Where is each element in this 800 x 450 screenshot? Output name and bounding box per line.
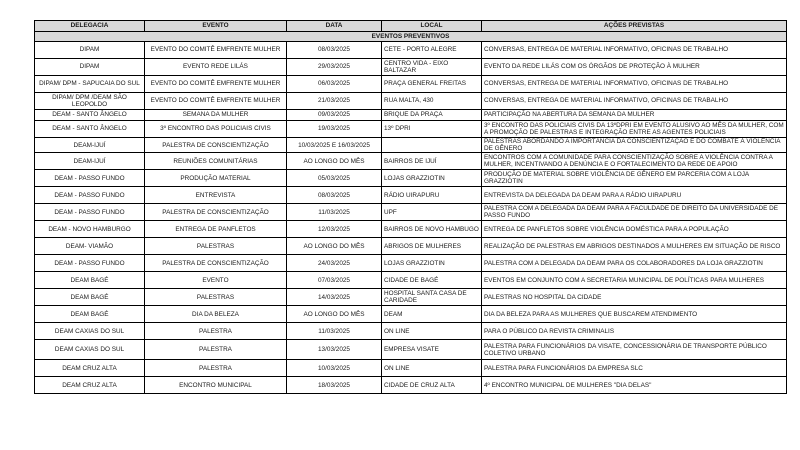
cell-delegacia[interactable]: DEAM - PASSO FUNDO <box>35 170 145 187</box>
cell-delegacia[interactable]: DEAM-IJUÍ <box>35 138 145 153</box>
cell-local[interactable]: ON LINE <box>382 360 482 377</box>
cell-acoes[interactable]: DIA DA BELEZA PARA AS MULHERES QUE BUSCAREM ATENDIMENTO <box>482 306 787 323</box>
cell-data[interactable]: 18/03/2025 <box>287 377 382 394</box>
cell-delegacia[interactable]: DEAM - SANTO ÂNGELO <box>35 121 145 138</box>
cell-delegacia[interactable]: DEAM CAXIAS DO SUL <box>35 323 145 340</box>
cell-data[interactable]: 06/03/2025 <box>287 76 382 93</box>
cell-acoes[interactable]: CONVERSAS, ENTREGA DE MATERIAL INFORMATIVO, OFICINAS DE TRABALHO <box>482 76 787 93</box>
cell-delegacia[interactable]: DEAM BAGÉ <box>35 272 145 289</box>
cell-evento[interactable]: PRODUÇÃO MATERIAL <box>145 170 287 187</box>
cell-local[interactable]: HOSPITAL SANTA CASA DE CARIDADE <box>382 289 482 306</box>
cell-data[interactable]: 09/03/2025 <box>287 110 382 121</box>
cell-evento[interactable]: 3º ENCONTRO DAS POLICIAIS CIVIS <box>145 121 287 138</box>
cell-data[interactable]: 08/03/2025 <box>287 187 382 204</box>
cell-data[interactable]: 21/03/2025 <box>287 93 382 110</box>
cell-delegacia[interactable]: DEAM CRUZ ALTA <box>35 360 145 377</box>
cell-acoes[interactable]: EVENTOS EM CONJUNTO COM A SECRETARIA MUNICIPAL DE POLÍTICAS PARA MULHERES <box>482 272 787 289</box>
cell-evento[interactable]: PALESTRA DE CONSCIENTIZAÇÃO <box>145 204 287 221</box>
cell-local[interactable] <box>382 138 482 153</box>
header-local[interactable]: LOCAL <box>382 21 482 32</box>
cell-data[interactable]: 14/03/2025 <box>287 289 382 306</box>
events-table <box>34 20 787 394</box>
cell-local[interactable]: ON LINE <box>382 323 482 340</box>
header-row <box>35 21 787 32</box>
cell-acoes[interactable]: 4º ENCONTRO MUNICIPAL DE MULHERES "DIA DELAS" <box>482 377 787 394</box>
cell-delegacia[interactable]: DEAM - PASSO FUNDO <box>35 204 145 221</box>
cell-acoes[interactable]: REALIZAÇÃO DE PALESTRAS EM ABRIGOS DESTINADOS A MULHERES EM SITUAÇÃO DE RISCO <box>482 238 787 255</box>
cell-evento[interactable]: PALESTRAS <box>145 289 287 306</box>
cell-data[interactable]: AO LONGO DO MÊS <box>287 153 382 170</box>
cell-acoes[interactable]: ENTREGA DE PANFLETOS SOBRE VIOLÊNCIA DOMÉSTICA PARA A POPULAÇÃO <box>482 221 787 238</box>
table-row <box>35 121 787 138</box>
cell-acoes[interactable]: CONVERSAS, ENTREGA DE MATERIAL INFORMATIVO, OFICINAS DE TRABALHO <box>482 42 787 59</box>
cell-delegacia[interactable]: DEAM CRUZ ALTA <box>35 377 145 394</box>
table-row <box>35 153 787 170</box>
cell-data[interactable]: 11/03/2025 <box>287 204 382 221</box>
cell-evento[interactable]: PALESTRA <box>145 360 287 377</box>
cell-data[interactable]: 07/03/2025 <box>287 272 382 289</box>
cell-local[interactable]: UPF <box>382 204 482 221</box>
cell-local[interactable]: BAIRROS DE IJUÍ <box>382 153 482 170</box>
cell-data[interactable]: AO LONGO DO MÊS <box>287 306 382 323</box>
table-row <box>35 170 787 187</box>
table-row <box>35 377 787 394</box>
cell-delegacia[interactable]: DIPAM/ DPM - SAPUCAIA DO SUL <box>35 76 145 93</box>
cell-evento[interactable]: SEMANA DA MULHER <box>145 110 287 121</box>
cell-acoes[interactable]: PALESTRA COM A DELEGADA DA DEAM PARA A FACULDADE DE DIREITO DA UNIVERSIDADE DE PASSO FUNDO <box>482 204 787 221</box>
table-row <box>35 340 787 360</box>
cell-local[interactable]: LOJAS GRAZZIOTIN <box>382 255 482 272</box>
header-acoes[interactable]: AÇÕES PREVISTAS <box>482 21 787 32</box>
cell-evento[interactable]: EVENTO REDE LILÁS <box>145 59 287 76</box>
table-row <box>35 138 787 153</box>
cell-delegacia[interactable]: DEAM CAXIAS DO SUL <box>35 340 145 360</box>
cell-acoes[interactable]: EVENTO DA REDE LILÁS COM OS ÓRGÃOS DE PROTEÇÃO À MULHER <box>482 59 787 76</box>
cell-data[interactable]: 10/03/2025 <box>287 360 382 377</box>
section-row <box>35 32 787 42</box>
cell-delegacia[interactable]: DEAM - PASSO FUNDO <box>35 255 145 272</box>
cell-data[interactable]: 12/03/2025 <box>287 221 382 238</box>
section-title[interactable]: EVENTOS PREVENTIVOS <box>35 32 787 42</box>
cell-local[interactable]: RUA MALTA, 430 <box>382 93 482 110</box>
cell-delegacia[interactable]: DEAM- VIAMÃO <box>35 238 145 255</box>
cell-local[interactable]: CENTRO VIDA - EIXO BALTAZAR <box>382 59 482 76</box>
cell-evento[interactable]: EVENTO <box>145 272 287 289</box>
cell-evento[interactable]: ENTREGA DE PANFLETOS <box>145 221 287 238</box>
table-row <box>35 76 787 93</box>
cell-local[interactable]: BAIRROS DE NOVO HAMBUGO <box>382 221 482 238</box>
cell-acoes[interactable]: PALESTRAS NO HOSPITAL DA CIDADE <box>482 289 787 306</box>
cell-evento[interactable]: REUNIÕES COMUNITÁRIAS <box>145 153 287 170</box>
cell-data[interactable]: 11/03/2025 <box>287 323 382 340</box>
cell-delegacia[interactable]: DIPAM/ DPM /DEAM SÃO LEOPOLDO <box>35 93 145 110</box>
cell-local[interactable]: CIDADE DE BAGÉ <box>382 272 482 289</box>
cell-data[interactable]: 29/03/2025 <box>287 59 382 76</box>
table-row <box>35 204 787 221</box>
cell-evento[interactable]: PALESTRAS <box>145 238 287 255</box>
table-row <box>35 59 787 76</box>
header-delegacia[interactable]: DELEGACIA <box>35 21 145 32</box>
cell-data[interactable]: 05/03/2025 <box>287 170 382 187</box>
cell-acoes[interactable]: PRODUÇÃO DE MATERIAL SOBRE VIOLÊNCIA DE GÊNERO EM PARCERIA COM A LOJA GRAZZIOTIN <box>482 170 787 187</box>
table-row <box>35 42 787 59</box>
table-row <box>35 272 787 289</box>
table-row <box>35 187 787 204</box>
cell-delegacia[interactable]: DIPAM <box>35 59 145 76</box>
table-row <box>35 289 787 306</box>
cell-evento[interactable]: EVENTO DO COMITÊ EMFRENTE MULHER <box>145 76 287 93</box>
cell-local[interactable]: BRIQUE DA PRAÇA <box>382 110 482 121</box>
spreadsheet <box>34 20 786 394</box>
cell-data[interactable]: AO LONGO DO MÊS <box>287 238 382 255</box>
table-row <box>35 93 787 110</box>
cell-acoes[interactable]: PALESTRAS ABORDANDO A IMPORTÂNCIA DA CONSCIENTIZAÇÃO E DO COMBATE À VIOLÊNCIA DE GÊNERO <box>482 138 787 153</box>
cell-data[interactable]: 24/03/2025 <box>287 255 382 272</box>
cell-evento[interactable]: ENTREVISTA <box>145 187 287 204</box>
table-row <box>35 306 787 323</box>
cell-delegacia[interactable]: DEAM - SANTO ÂNGELO <box>35 110 145 121</box>
cell-local[interactable]: CETE - PORTO ALEGRE <box>382 42 482 59</box>
cell-evento[interactable]: EVENTO DO COMITÊ EMFRENTE MULHER <box>145 42 287 59</box>
header-evento[interactable]: EVENTO <box>145 21 287 32</box>
cell-delegacia[interactable]: DEAM BAGÉ <box>35 289 145 306</box>
cell-acoes[interactable]: CONVERSAS, ENTREGA DE MATERIAL INFORMATIVO, OFICINAS DE TRABALHO <box>482 93 787 110</box>
cell-local[interactable]: DEAM <box>382 306 482 323</box>
cell-data[interactable]: 08/03/2025 <box>287 42 382 59</box>
cell-acoes[interactable]: 3º ENCONTRO DAS POLICIAIS CIVIS DA 13ºDPRI EM EVENTO ALUSIVO AO MÊS DA MULHER, COM A PROMOÇÃO DE PALESTRAS E INTEGRAÇÃO ENTRE AS AGENTES POLICIAIS <box>482 121 787 138</box>
cell-data[interactable]: 10/03/2025 E 16/03/2025 <box>287 138 382 153</box>
cell-delegacia[interactable]: DIPAM <box>35 42 145 59</box>
table-row <box>35 221 787 238</box>
cell-local[interactable]: EMPRESA VISATE <box>382 340 482 360</box>
cell-local[interactable]: PRAÇA GENERAL FREITAS <box>382 76 482 93</box>
table-row <box>35 255 787 272</box>
header-data[interactable]: DATA <box>287 21 382 32</box>
cell-delegacia[interactable]: DEAM - NOVO HAMBURGO <box>35 221 145 238</box>
cell-acoes[interactable]: PARTICIPAÇÃO NA ABERTURA DA SEMANA DA MULHER <box>482 110 787 121</box>
table-row <box>35 360 787 377</box>
cell-acoes[interactable]: PALESTRA COM A DELEGADA DA DEAM PARA OS COLABORADORES DA LOJA GRAZZIOTIN <box>482 255 787 272</box>
table-row <box>35 238 787 255</box>
cell-local[interactable]: 13º DPRI <box>382 121 482 138</box>
cell-data[interactable]: 13/03/2025 <box>287 340 382 360</box>
cell-acoes[interactable]: PALESTRA PARA FUNCIONÁRIOS DA VISATE, CONCESSIONÁRIA DE TRANSPORTE PÚBLICO COLETIVO URBANO <box>482 340 787 360</box>
cell-evento[interactable]: PALESTRA DE CONSCIENTIZAÇÃO <box>145 255 287 272</box>
table-row <box>35 110 787 121</box>
cell-evento[interactable]: PALESTRA <box>145 323 287 340</box>
cell-acoes[interactable]: PALESTRA PARA FUNCIONÁRIOS DA EMPRESA SLC <box>482 360 787 377</box>
cell-acoes[interactable]: ENCONTROS COM A COMUNIDADE PARA CONSCIENTIZAÇÃO SOBRE A VIOLÊNCIA CONTRA A MULHER, INCENTIVANDO A DENÚNCIA E O FORTALECIMENTO DA REDE DE APOIO <box>482 153 787 170</box>
table-row <box>35 323 787 340</box>
cell-local[interactable]: LOJAS GRAZZIOTIN <box>382 170 482 187</box>
cell-delegacia[interactable]: DEAM - PASSO FUNDO <box>35 187 145 204</box>
cell-local[interactable]: RÁDIO UIRAPURU <box>382 187 482 204</box>
cell-acoes[interactable]: ENTREVISTA DA DELEGADA DA DEAM PARA A RÁDIO UIRAPURU <box>482 187 787 204</box>
cell-delegacia[interactable]: DEAM BAGÉ <box>35 306 145 323</box>
cell-evento[interactable]: EVENTO DO COMITÊ EMFRENTE MULHER <box>145 93 287 110</box>
cell-evento[interactable]: PALESTRA DE CONSCIENTIZAÇÃO <box>145 138 287 153</box>
cell-local[interactable]: ABRIGOS DE MULHERES <box>382 238 482 255</box>
cell-evento[interactable]: PALESTRA <box>145 340 287 360</box>
cell-acoes[interactable]: PARA O PÚBLICO DA REVISTA CRIMINALIS <box>482 323 787 340</box>
cell-local[interactable]: CIDADE DE CRUZ ALTA <box>382 377 482 394</box>
cell-data[interactable]: 19/03/2025 <box>287 121 382 138</box>
cell-evento[interactable]: ENCONTRO MUNICIPAL <box>145 377 287 394</box>
cell-delegacia[interactable]: DEAM-IJUÍ <box>35 153 145 170</box>
cell-evento[interactable]: DIA DA BELEZA <box>145 306 287 323</box>
